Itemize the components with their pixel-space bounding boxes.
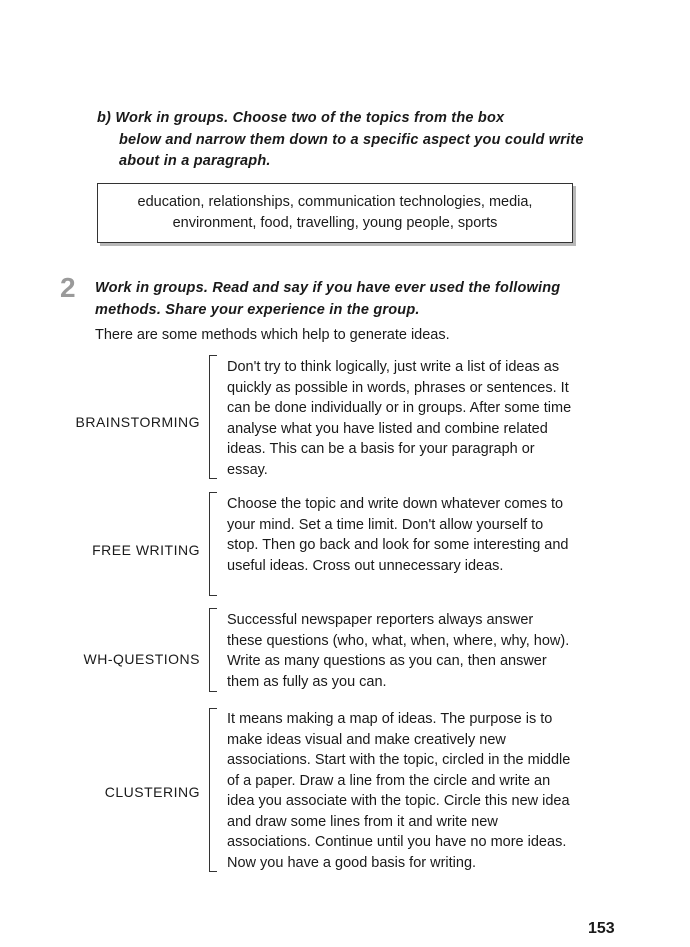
method-label: CLUSTERING: [104, 784, 200, 800]
topics-box: education, relationships, communication technologies, media, environment, food, travelling, young people, sports: [97, 183, 573, 243]
task-2-intro: There are some methods which help to generate ideas.: [95, 327, 450, 343]
page-number: 153: [588, 920, 615, 937]
method-label: BRAINSTORMING: [75, 414, 200, 430]
method-label: FREE WRITING: [92, 542, 200, 558]
task-b-rest: below and narrow them down to a specific aspect you could write about in a paragraph.: [119, 131, 584, 169]
method-description: Don't try to think logically, just write a list of ideas as quickly as possible in words, phrases or sentences. It can be done individually or in groups. After some time analyse what you have listed and combine related ideas. This can be a basis for your paragraph or essay.: [227, 359, 572, 478]
task-b-lead: b) Work in groups. Choose two of the topics from the box: [97, 110, 505, 126]
method-description: It means making a map of ideas. The purpose is to make ideas visual and make creatively new associations. Start with the topic, circled in the middle of a paper. Draw a line from the circle and write an idea you associate with the topic. Circle this new idea and draw some lines from it and write new associations. Continue until you have no more ideas. Now you have a good basis for writing.: [227, 711, 571, 871]
method-description: Successful newspaper reporters always answer these questions (who, what, when, where, why, how). Write as many questions as you can, then answer them as fully as you can.: [227, 612, 570, 690]
task-2-instruction: Work in groups. Read and say if you have ever used the following methods. Share your experience in the group.: [95, 280, 561, 318]
method-free-writing: [0, 492, 690, 596]
task-b-instruction: [97, 108, 597, 173]
method-wh-questions: [0, 608, 690, 692]
method-label: WH-QUESTIONS: [83, 651, 200, 667]
method-bracket: [209, 708, 217, 872]
method-clustering: [0, 708, 690, 873]
method-description: Choose the topic and write down whatever comes to your mind. Set a time limit. Don't allow yourself to stop. Then go back and look for some interesting and useful ideas. Cross out unnecessary ideas.: [227, 496, 569, 574]
method-bracket: [209, 492, 217, 596]
method-bracket: [209, 608, 217, 692]
method-bracket: [209, 355, 217, 479]
task-2-number: 2: [60, 272, 76, 303]
method-brainstorming: [0, 355, 690, 480]
